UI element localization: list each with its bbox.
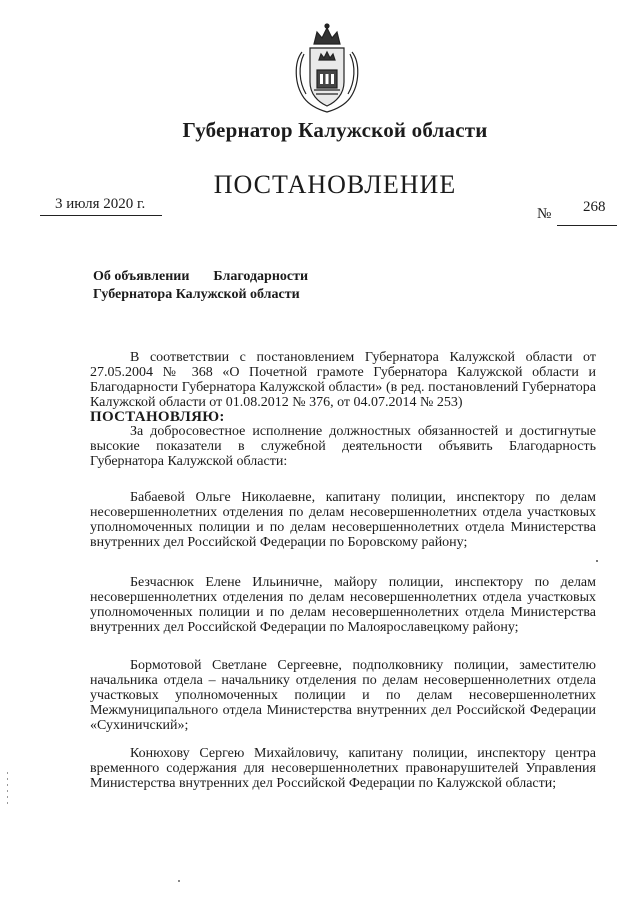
awardee-paragraph: Бормотовой Светлане Сергеевне, подполковнику полиции, заместителю начальника отдела – начальнику отделения по делам несовершеннолетних отдела участковых уполномоченных полиции и по делам несовершеннолетних Межмуниципального отдела Министерства внутренних дел Российской Федерации «Сухиничский»; xyxy=(90,658,596,733)
awardee-block xyxy=(90,490,596,550)
preamble-block xyxy=(90,350,596,425)
date-underline xyxy=(40,215,162,216)
document-type-title: ПОСТАНОВЛЕНИЕ xyxy=(213,170,457,199)
intro-block xyxy=(90,424,596,469)
document-subject xyxy=(93,268,333,304)
scan-margin-marks xyxy=(6,770,10,810)
awardee-paragraph: Безчаснюк Елене Ильиничне, майору полиции, инспектору по делам несовершеннолетних отделения по делам несовершеннолетних отдела участковых уполномоченных полиции и по делам несовершеннолетних отдела Министерства внутренних дел Российской Федерации по Малоярославецкому району; xyxy=(90,575,596,635)
awardee-paragraph: Бабаевой Ольге Николаевне, капитану полиции, инспектору по делам несовершеннолетних отделения по делам несовершеннолетних отдела участковых уполномоченных полиции и по делам несовершеннолетних отдела Министерства внутренних дел Российской Федерации по Боровскому району; xyxy=(90,490,596,550)
number-sign: № xyxy=(537,206,552,222)
issuing-authority: Губернатор Калужской области xyxy=(182,118,488,142)
coat-of-arms-emblem xyxy=(292,22,362,114)
document-number: 268 xyxy=(583,199,606,215)
preamble-paragraph: В соответствии с постановлением Губернатора Калужской области от 27.05.2004 № 368 «О Почетной грамоте Губернатора Калужской области и Благодарности Губернатора Калужской области» (в ред. постановлений Губернатора Калужской области от 01.08.2012 № 376, от 04.07.2014 № 253) xyxy=(90,350,596,410)
number-underline xyxy=(557,225,617,226)
document-date: 3 июля 2020 г. xyxy=(55,196,146,212)
awardee-block xyxy=(90,575,596,635)
scan-speck xyxy=(178,880,180,882)
awardee-block xyxy=(90,658,596,733)
scan-speck xyxy=(596,560,598,562)
decree-keyword: ПОСТАНОВЛЯЮ: xyxy=(90,409,225,425)
awardee-paragraph: Конюхову Сергею Михайловичу, капитану полиции, инспектору центра временного содержания для несовершеннолетних правонарушителей Управления Министерства внутренних дел Российской Федерации по Калужской области; xyxy=(90,746,596,791)
subject-line1-a: Об объявлении xyxy=(93,269,190,284)
awardee-block xyxy=(90,746,596,791)
subject-line2: Губернатора Калужской области xyxy=(93,287,300,302)
subject-line1-b: Благодарности xyxy=(213,269,309,284)
intro-paragraph: За добросовестное исполнение должностных обязанностей и достигнутые высокие показатели в служебной деятельности объявить Благодарность Губернатора Калужской области: xyxy=(90,424,596,469)
